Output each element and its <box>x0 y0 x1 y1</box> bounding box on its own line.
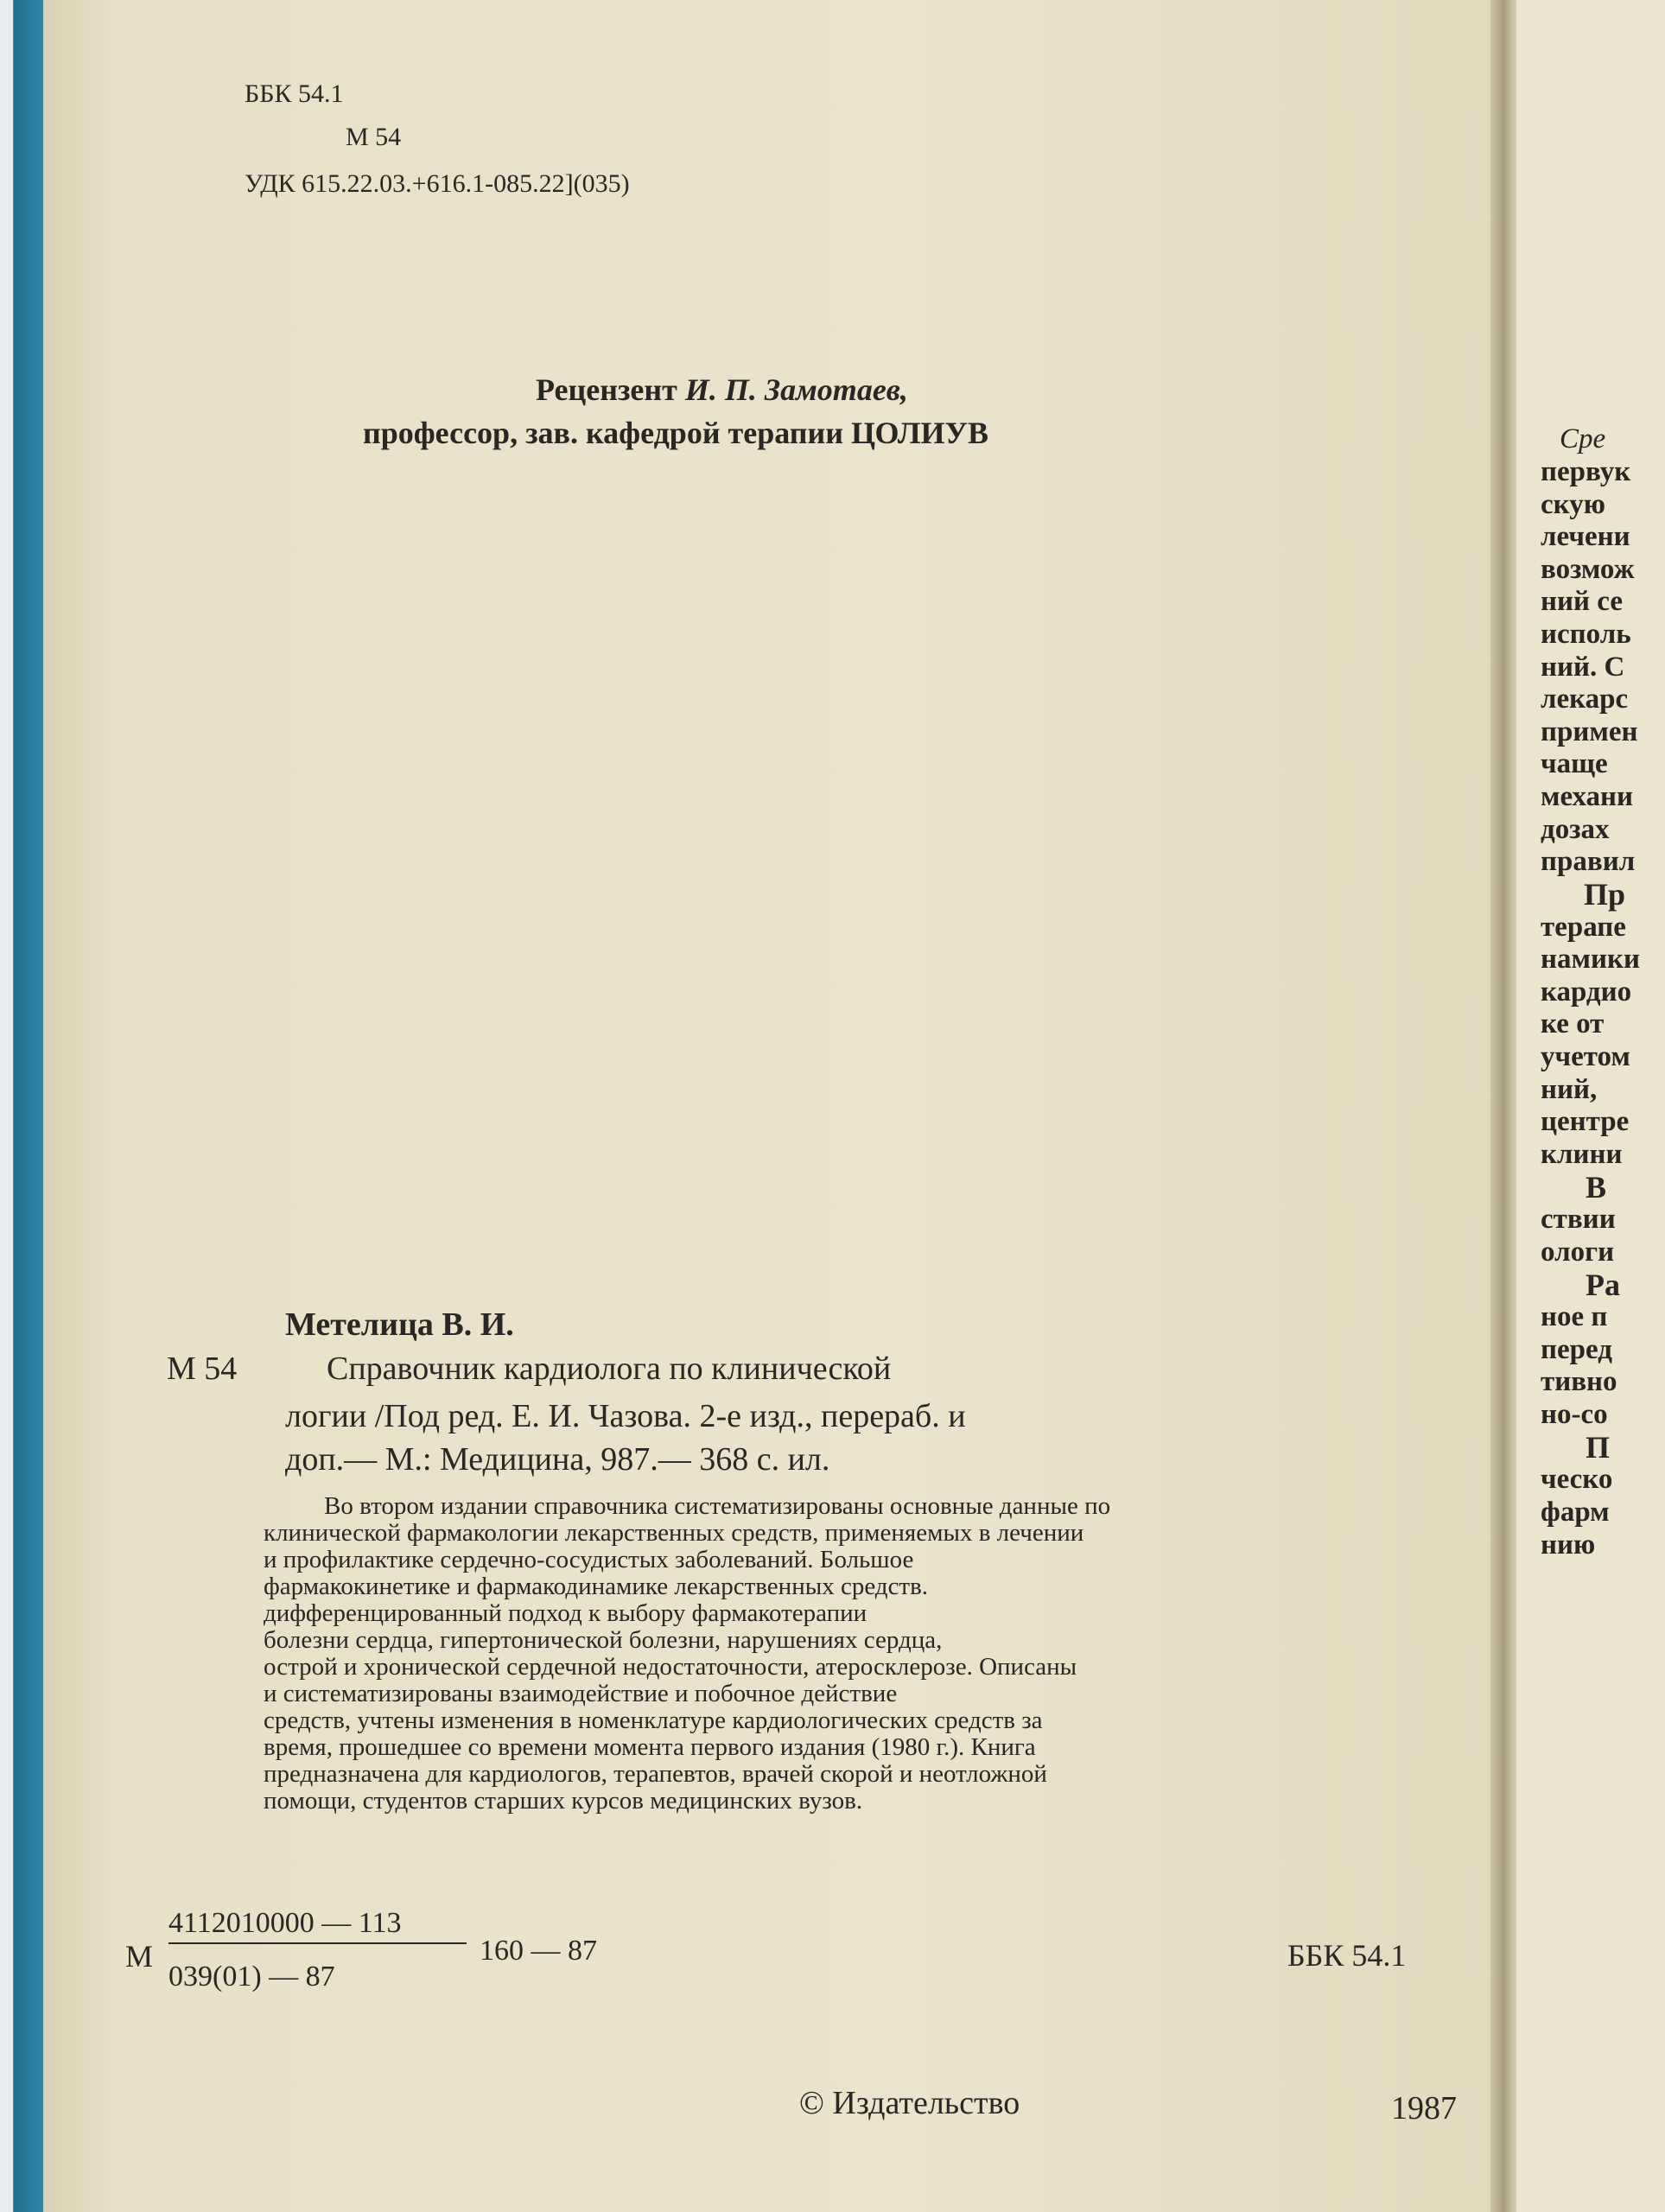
abstract-text <box>264 1493 1456 1815</box>
right-page <box>1516 0 1665 2212</box>
abstract-line: время, прошедшее со времени момента первого издания (1980 г.). Книга <box>264 1733 1036 1761</box>
right-page-line: Сре <box>1560 423 1606 454</box>
abstract-line: Во втором издании справочника систематизированы основные данные по <box>324 1492 1111 1520</box>
bibliographic-line-2: логии /Под ред. Е. И. Чазова. 2-е изд., перераб. и <box>285 1398 966 1434</box>
code-denominator: 039(01) — 87 <box>168 1961 335 1993</box>
abstract-line: фармакокинетике и фармакодинамике лекарственных средств. <box>264 1573 929 1600</box>
reviewer-line <box>536 372 908 408</box>
right-page-line: намики <box>1541 944 1641 975</box>
right-page-line: ний се <box>1541 586 1623 617</box>
right-page-line: примен <box>1541 716 1638 747</box>
right-page-line: ное п <box>1541 1301 1608 1332</box>
udk-code: УДК 615.22.03.+616.1-085.22](035) <box>245 169 630 198</box>
right-page-line: кардио <box>1541 976 1632 1007</box>
reviewer-label: Рецензент <box>536 372 677 407</box>
right-page-line: Пр <box>1584 877 1626 912</box>
right-page-line: лекарс <box>1541 683 1629 715</box>
right-page-line: ческо <box>1541 1464 1613 1495</box>
bibliographic-shelf-code: М 54 <box>167 1351 238 1387</box>
publisher-copyright: © Издательство <box>799 2085 1020 2121</box>
right-page-line: тивно <box>1541 1366 1617 1397</box>
right-page-line: лечени <box>1541 521 1630 552</box>
right-page-line: но-со <box>1541 1399 1608 1430</box>
right-page-line: учетом <box>1541 1041 1630 1072</box>
right-page-line: ствии <box>1541 1204 1616 1235</box>
reviewer-position: профессор, зав. кафедрой терапии ЦОЛИУВ <box>363 416 988 450</box>
right-page-line: центре <box>1541 1106 1630 1137</box>
right-page-line: дозах <box>1541 814 1610 845</box>
publication-year: 1987 <box>1391 2090 1457 2126</box>
right-page-line: ке от <box>1541 1008 1605 1039</box>
right-page-line: возмож <box>1541 554 1635 585</box>
right-page-line: ний. С <box>1541 652 1625 683</box>
code-suffix: 160 — 87 <box>480 1935 597 1967</box>
abstract-line: и систематизированы взаимодействие и побочное действие <box>264 1680 898 1707</box>
bbk-footer-code: ББК 54.1 <box>1287 1938 1407 1973</box>
right-page-line: исполь <box>1541 619 1631 650</box>
abstract-line: помощи, студентов старших курсов медицинских вузов. <box>264 1787 863 1815</box>
right-page-line: П <box>1586 1430 1611 1465</box>
left-page <box>43 0 1490 2212</box>
right-page-line: терапе <box>1541 912 1626 943</box>
bibliographic-line-3: доп.— М.: Медицина, 987.— 368 с. ил. <box>285 1441 830 1478</box>
right-page-line: ологи <box>1541 1236 1615 1268</box>
abstract-line: дифференцированный подход к выбору фармакотерапии <box>264 1599 867 1627</box>
right-page-line: нию <box>1541 1529 1596 1560</box>
abstract-line: и профилактике сердечно-сосудистых заболеваний. Большое <box>264 1546 914 1573</box>
abstract-line: острой и хронической сердечной недостаточности, атеросклерозе. Описаны <box>264 1653 1077 1681</box>
right-page-line: клини <box>1541 1139 1623 1170</box>
abstract-line: средств, учтены изменения в номенклатуре кардиологических средств за <box>264 1707 1043 1734</box>
bibliographic-line-1: Справочник кардиолога по клинической <box>327 1351 892 1387</box>
author-name: Метелица В. И. <box>285 1306 514 1343</box>
right-page-line: механи <box>1541 781 1634 812</box>
right-page-line: скую <box>1541 489 1605 520</box>
shelf-code: М 54 <box>346 123 402 151</box>
abstract-line: предназначена для кардиологов, терапевтов, врачей скорой и неотложной <box>264 1760 1047 1788</box>
right-page-line: перед <box>1541 1334 1612 1365</box>
abstract-line: клинической фармакологии лекарственных средств, применяемых в лечении <box>264 1519 1084 1547</box>
right-page-line: В <box>1586 1170 1607 1205</box>
right-page-line: Ра <box>1586 1268 1620 1302</box>
right-page-line: фарм <box>1541 1497 1610 1528</box>
bbk-code: ББК 54.1 <box>245 79 344 108</box>
right-page-line: правил <box>1541 846 1636 877</box>
abstract-line: болезни сердца, гипертонической болезни, нарушениях сердца, <box>264 1626 943 1654</box>
right-page-line: чаще <box>1541 748 1608 779</box>
right-page-line: первук <box>1541 456 1631 487</box>
right-page-line: ний, <box>1541 1074 1598 1105</box>
reviewer-name: И. П. Замотаев, <box>684 372 908 407</box>
code-prefix: М <box>125 1939 154 1974</box>
book-gutter <box>1490 0 1516 2212</box>
code-numerator: 4112010000 — 113 <box>168 1904 467 1944</box>
book-cover-edge <box>0 0 43 2212</box>
